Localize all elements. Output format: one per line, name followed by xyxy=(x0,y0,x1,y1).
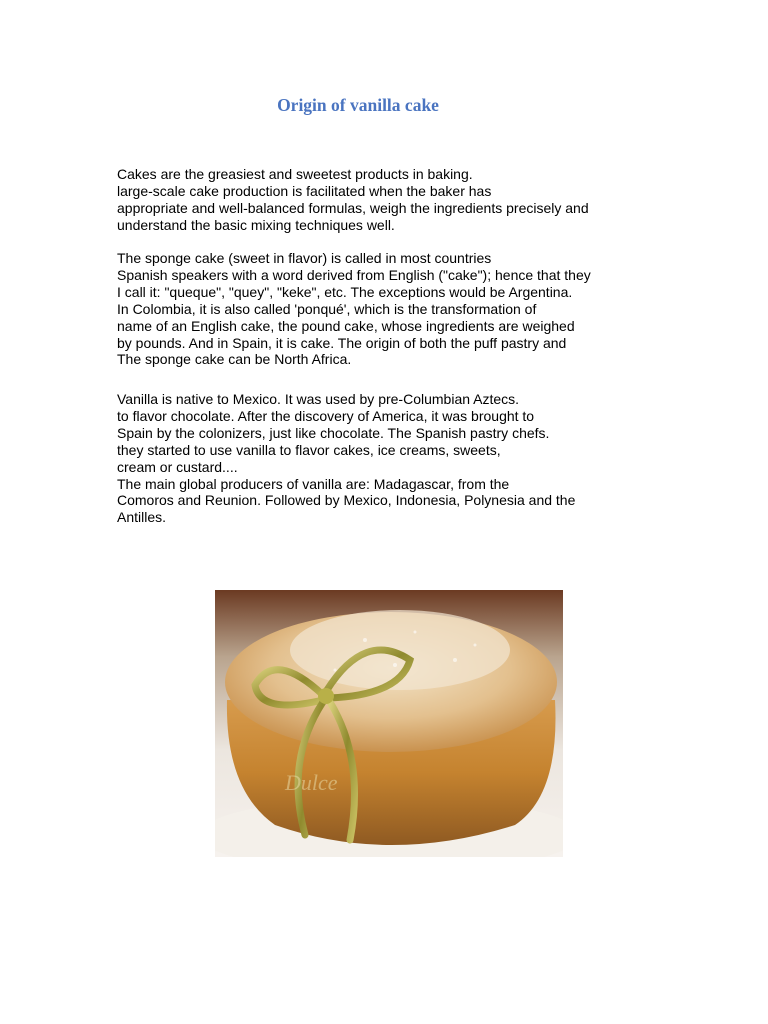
text-line: to flavor chocolate. After the discovery of America, it was brought to xyxy=(117,407,535,424)
text-line: appropriate and well-balanced formulas, weigh the ingredients precisely and xyxy=(117,199,589,216)
text-line: Antilles. xyxy=(117,509,167,526)
text-line: Spanish speakers with a word derived from English ("cake"); hence that they xyxy=(117,266,591,283)
text-line: The sponge cake can be North Africa. xyxy=(117,351,352,368)
watermark-text: Dulce xyxy=(285,770,338,795)
paragraph-vanilla xyxy=(117,391,657,526)
text-line: name of an English cake, the pound cake, whose ingredients are weighed xyxy=(117,317,575,334)
text-line: I call it: "queque", "quey", "keke", etc. The exceptions would be Argentina. xyxy=(117,283,573,300)
text-line: The sponge cake (sweet in flavor) is called in most countries xyxy=(117,250,492,266)
text-line: by pounds. And in Spain, it is cake. The origin of both the puff pastry and xyxy=(117,334,567,351)
text-line: The main global producers of vanilla are: Madagascar, from the xyxy=(117,475,510,492)
text-line: In Colombia, it is also called 'ponqué', which is the transformation of xyxy=(117,300,537,317)
text-line: they started to use vanilla to flavor cakes, ice creams, sweets, xyxy=(117,441,501,458)
text-line: Vanilla is native to Mexico. It was used by pre-Columbian Aztecs. xyxy=(117,391,520,407)
text-line: Comoros and Reunion. Followed by Mexico, Indonesia, Polynesia and the xyxy=(117,492,576,509)
text-line: cream or custard.... xyxy=(117,458,238,475)
page-title: Origin of vanilla cake xyxy=(277,95,439,115)
text-line: Cakes are the greasiest and sweetest products in baking. xyxy=(117,166,473,182)
text-line: large-scale cake production is facilitated when the baker has xyxy=(117,182,492,199)
cake-photo xyxy=(215,590,563,857)
text-line: Spain by the colonizers, just like chocolate. The Spanish pastry chefs. xyxy=(117,424,550,441)
paragraph-sponge-cake xyxy=(117,250,657,368)
paragraph-cakes xyxy=(117,166,657,234)
text-line: understand the basic mixing techniques well. xyxy=(117,216,395,233)
